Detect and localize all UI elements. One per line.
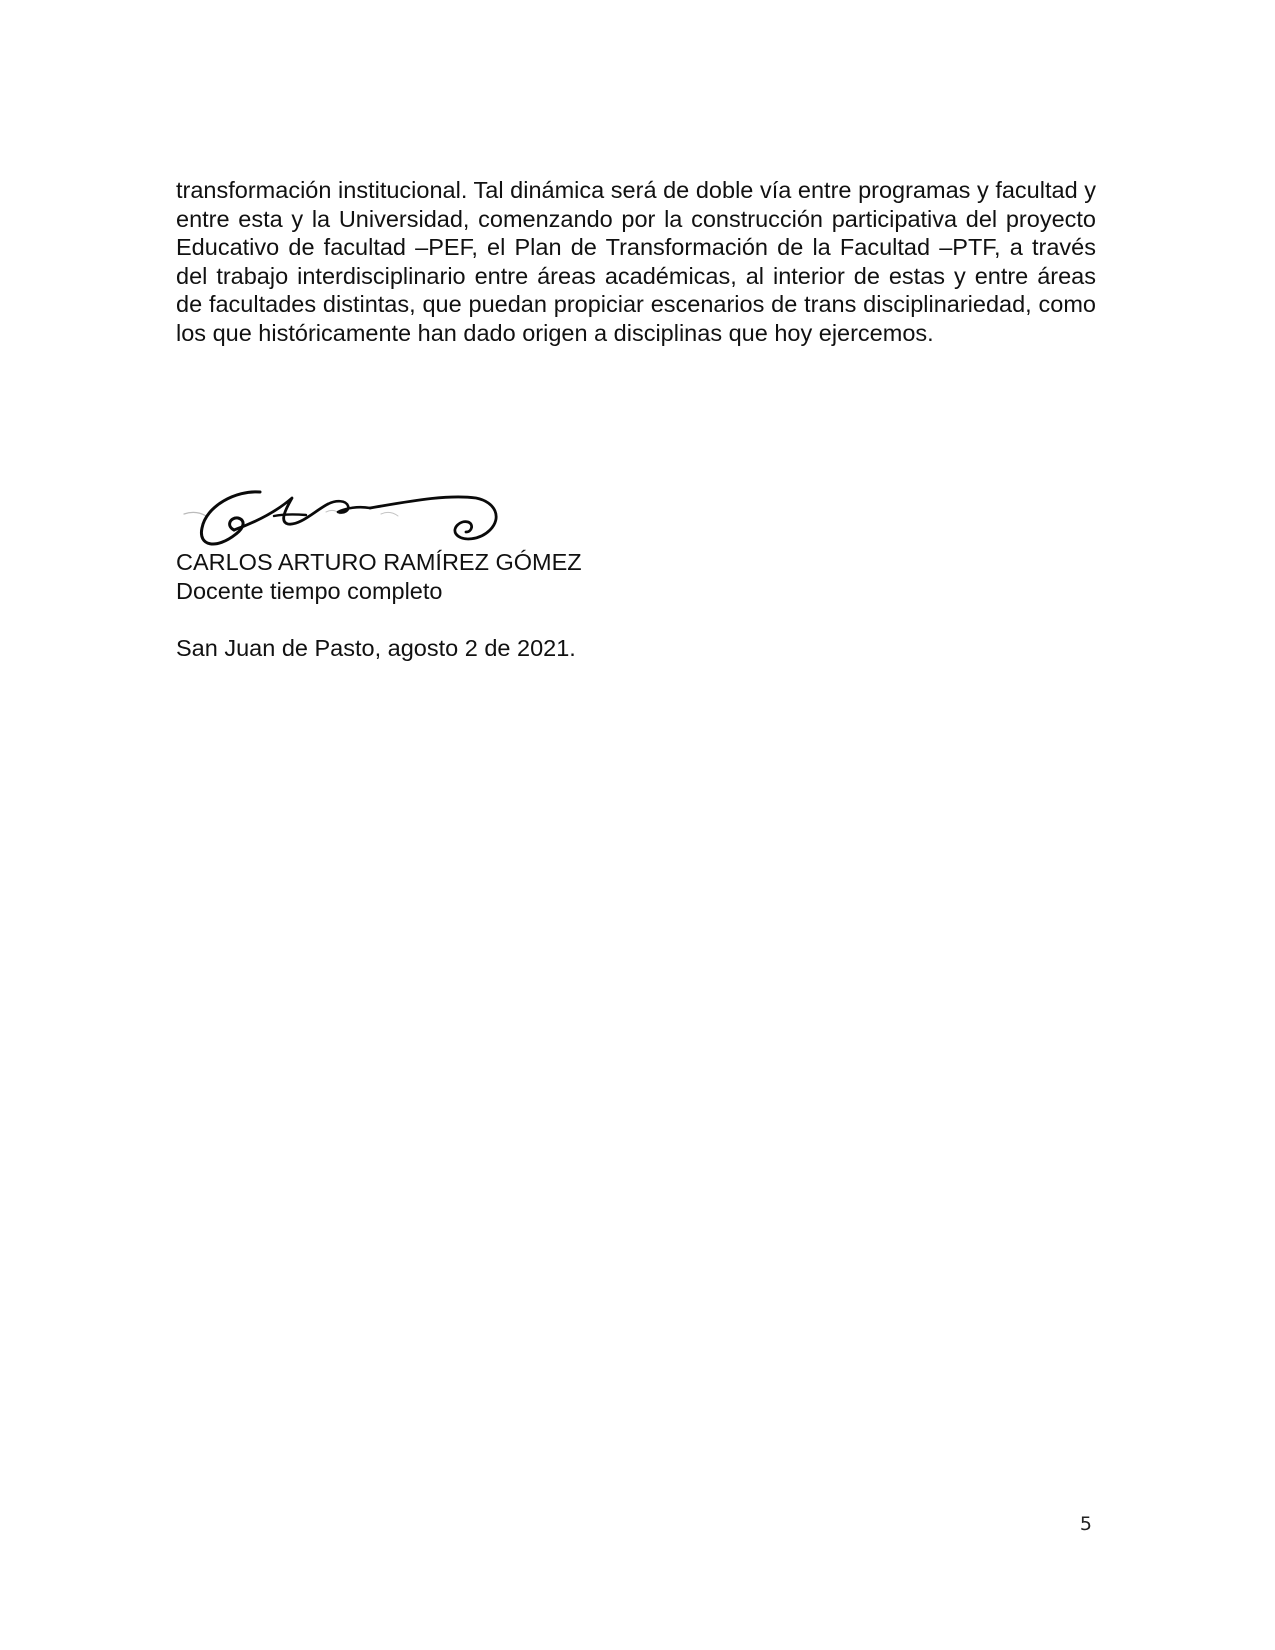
signer-role: Docente tiempo completo bbox=[176, 578, 443, 604]
page-number: 5 bbox=[1079, 1513, 1092, 1535]
signer-name: CARLOS ARTURO RAMÍREZ GÓMEZ bbox=[176, 549, 582, 575]
place-date: San Juan de Pasto, agosto 2 de 2021. bbox=[176, 635, 576, 661]
body-paragraph: transformación institucional. Tal dinámica será de doble vía entre programas y facultad y entre esta y la Universidad, comenzando por la construcción participativa del proyecto Educativo de facultad –PEF, el Plan de Transformación de la Facultad –PTF, a través del trabajo interdisciplinario entre áreas académicas, al interior de estas y entre áreas de facultades distintas, que puedan propiciar escenarios de trans disciplinariedad, como los que históricamente han dado origen a disciplinas que hoy ejercemos. bbox=[176, 177, 1096, 346]
signer-block bbox=[176, 548, 582, 606]
signature-icon bbox=[176, 484, 516, 556]
